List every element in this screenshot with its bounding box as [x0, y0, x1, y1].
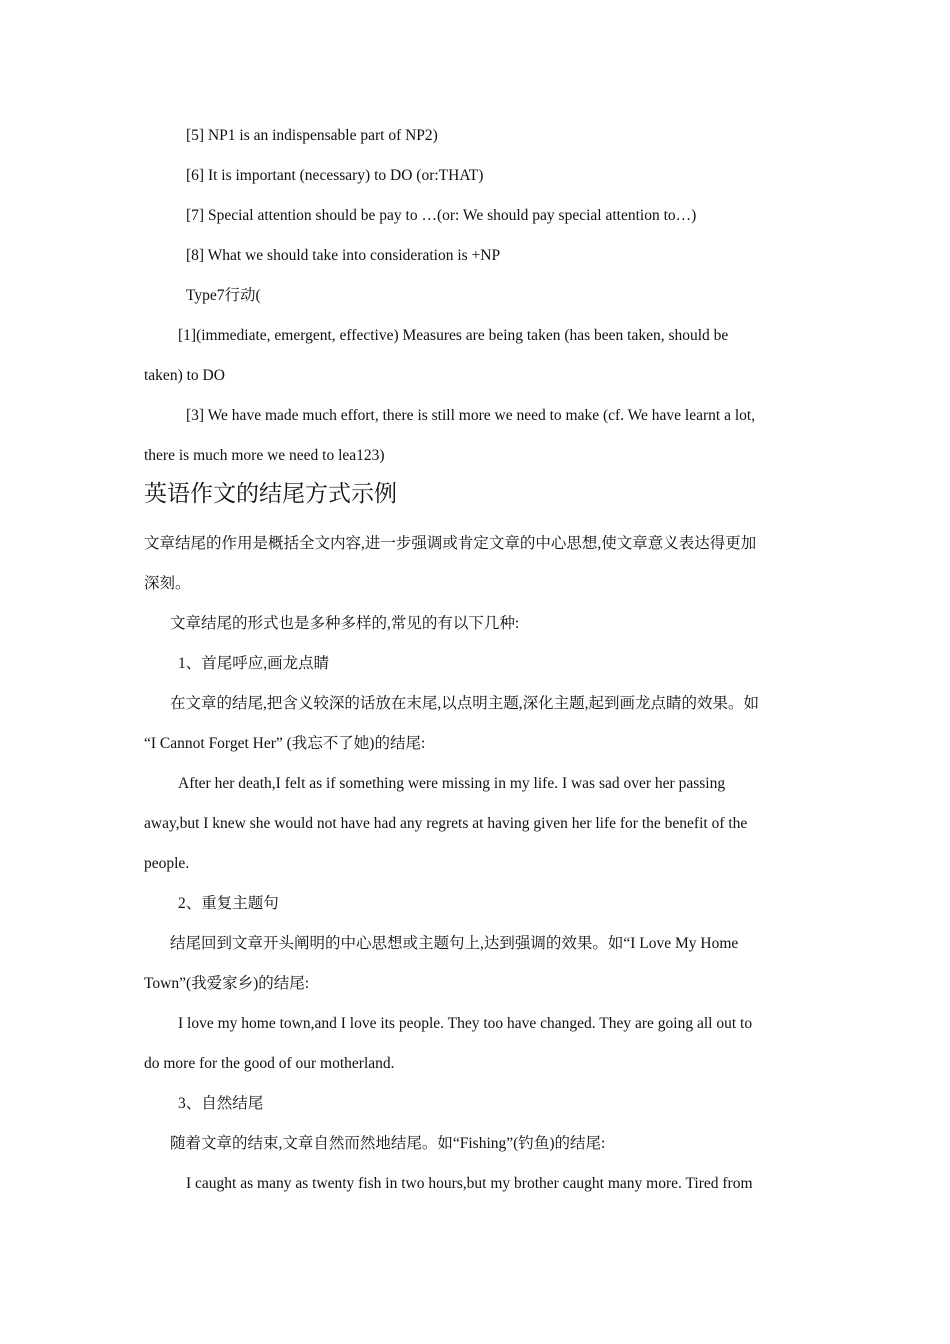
- text-line: 结尾回到文章开头阐明的中心思想或主题句上,达到强调的效果。如“I Love My Home: [170, 935, 739, 952]
- text-line: [1](immediate, emergent, effective) Measures are being taken (has been taken, should be: [178, 327, 729, 344]
- text-line: Town”(我爱家乡)的结尾:: [144, 975, 310, 992]
- text-line: [8] What we should take into consideration is +NP: [186, 247, 501, 264]
- text-line: taken) to DO: [144, 367, 225, 384]
- text-line: 文章结尾的形式也是多种多样的,常见的有以下几种:: [170, 615, 520, 632]
- text-line: Type7行动(: [186, 287, 261, 304]
- text-line: do more for the good of our motherland.: [144, 1055, 395, 1072]
- list-item-heading: 3、自然结尾: [178, 1095, 264, 1112]
- text-line: there is much more we need to lea123): [144, 447, 385, 464]
- text-line: I caught as many as twenty fish in two hours,but my brother caught many more. Tired from: [186, 1175, 753, 1192]
- text-line: people.: [144, 855, 190, 872]
- text-line: 在文章的结尾,把含义较深的话放在末尾,以点明主题,深化主题,起到画龙点睛的效果。如: [170, 695, 760, 712]
- list-item-heading: 1、首尾呼应,画龙点睛: [178, 655, 330, 672]
- text-line: [3] We have made much effort, there is still more we need to make (cf. We have learnt a lot,: [186, 407, 756, 424]
- text-line: After her death,I felt as if something were missing in my life. I was sad over her passing: [178, 775, 726, 792]
- text-line: 深刻。: [144, 575, 191, 592]
- text-line: 随着文章的结束,文章自然而然地结尾。如“Fishing”(钓鱼)的结尾:: [170, 1135, 606, 1152]
- text-line: “I Cannot Forget Her” (我忘不了她)的结尾:: [144, 735, 426, 752]
- text-line: 文章结尾的作用是概括全文内容,进一步强调或肯定文章的中心思想,使文章意义表达得更加: [144, 535, 757, 552]
- text-line: [7] Special attention should be pay to …(or: We should pay special attention to…): [186, 207, 697, 224]
- text-line: [6] It is important (necessary) to DO (or:THAT): [186, 167, 484, 184]
- list-item-heading: 2、重复主题句: [178, 895, 279, 912]
- text-line: [5] NP1 is an indispensable part of NP2): [186, 127, 438, 144]
- section-heading: 英语作文的结尾方式示例: [144, 481, 397, 506]
- text-line: away,but I knew she would not have had any regrets at having given her life for the benefit of the: [144, 815, 748, 832]
- text-line: I love my home town,and I love its people. They too have changed. They are going all out to: [178, 1015, 753, 1032]
